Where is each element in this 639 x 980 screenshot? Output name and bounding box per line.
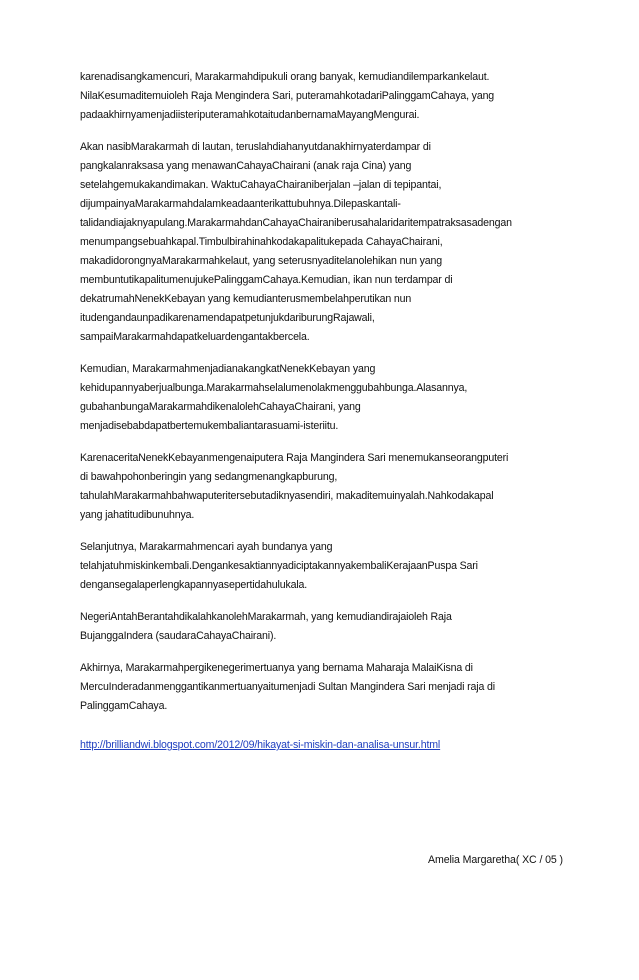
- text-line: di bawahpohonberingin yang sedangmenangkapburung,: [80, 471, 338, 483]
- text-line: pangkalanraksasa yang menawanCahayaChairani (anak raja Cina) yang: [80, 160, 412, 172]
- text-line: itudengandaunpadikarenamendapatpetunjukdariburungRajawali,: [80, 312, 375, 324]
- text-line: sampaiMarakarmahdapatkeluardengantakbercela.: [80, 331, 310, 343]
- paragraph-7: [80, 659, 560, 716]
- text-line: kehidupannyaberjualbunga.Marakarmahselalumenolakmenggubahbunga.Alasannya,: [80, 382, 468, 394]
- paragraph-6: [80, 608, 560, 646]
- paragraph-4: [80, 449, 560, 525]
- paragraph-2: [80, 138, 560, 347]
- text-line: NilaKesumaditemuioleh Raja Mengindera Sari, puteramahkotadariPalinggamCahaya, yang: [80, 90, 495, 102]
- text-line: telahjatuhmiskinkembali.DengankesaktiannyadiciptakannyakembaliKerajaanPuspa Sari: [80, 560, 478, 572]
- text-line: dijumpainyaMarakarmahdalamkeadaanterikattubuhnya.Dilepaskantali-: [80, 198, 401, 210]
- source-link-container: [80, 735, 440, 755]
- text-line: setelahgemukakandimakan. WaktuCahayaChairaniberjalan –jalan di tepipantai,: [80, 179, 442, 191]
- story-body: [80, 68, 560, 729]
- text-line: padaakhirnyamenjadiisteriputeramahkotaitudanbernamaMayangMengurai.: [80, 109, 420, 121]
- text-line: dengansegalaperlengkapannyasepertidahulukala.: [80, 579, 308, 591]
- paragraph-1: [80, 68, 560, 125]
- text-line: karenadisangkamencuri, Marakarmahdipukuli orang banyak, kemudiandilemparkankelaut.: [80, 71, 490, 83]
- text-line: Akan nasibMarakarmah di lautan, teruslahdiahanyutdanakhirnyaterdampar di: [80, 141, 431, 153]
- text-line: BujanggaIndera (saudaraCahayaChairani).: [80, 630, 277, 642]
- text-line: Kemudian, MarakarmahmenjadianakangkatNenekKebayan yang: [80, 363, 376, 375]
- text-line: tahulahMarakarmahbahwaputeritersebutadiknyasendiri, makaditemuinyalah.Nahkodakapal: [80, 490, 494, 502]
- text-line: dekatrumahNenekKebayan yang kemudianterusmembelahperutikan nun: [80, 293, 412, 305]
- text-line: PalinggamCahaya.: [80, 700, 168, 712]
- paragraph-5: [80, 538, 560, 595]
- text-line: talidandiajaknyapulang.MarakarmahdanCahayaChairaniberusahalaridaritempatraksasadengan: [80, 217, 512, 229]
- text-line: yang jahatitudibunuhnya.: [80, 509, 195, 521]
- text-line: gubahanbungaMarakarmahdikenalolehCahayaChairani, yang: [80, 401, 361, 413]
- text-line: Akhirnya, Marakarmahpergikenegerimertuanya yang bernama Maharaja MalaiKisna di: [80, 662, 473, 674]
- text-line: Selanjutnya, Marakarmahmencari ayah bundanya yang: [80, 541, 333, 553]
- text-line: KarenaceritaNenekKebayanmengenaiputera Raja Mangindera Sari menemukanseorangputeri: [80, 452, 509, 464]
- text-line: menumpangsebuahkapal.Timbulbirahinahkodakapalitukepada CahayaChairani,: [80, 236, 443, 248]
- text-line: membuntutikapalitumenujukePalinggamCahaya.Kemudian, ikan nun terdampar di: [80, 274, 453, 286]
- source-link[interactable]: http://brilliandwi.blogspot.com/2012/09/hikayat-si-miskin-dan-analisa-unsur.html: [80, 739, 441, 751]
- text-line: menjadisebabdapatbertemukembaliantarasuami-isteriitu.: [80, 420, 339, 432]
- author-footer: Amelia Margaretha( XC / 05 ): [428, 854, 563, 866]
- text-line: makadidorongnyaMarakarmahkelaut, yang seterusnyaditelanolehikan nun yang: [80, 255, 442, 267]
- text-line: NegeriAntahBerantahdikalahkanolehMarakarmah, yang kemudiandirajaioleh Raja: [80, 611, 452, 623]
- text-line: MercuInderadanmenggantikanmertuanyaitumenjadi Sultan Mangindera Sari menjadi raja di: [80, 681, 495, 693]
- paragraph-3: [80, 360, 560, 436]
